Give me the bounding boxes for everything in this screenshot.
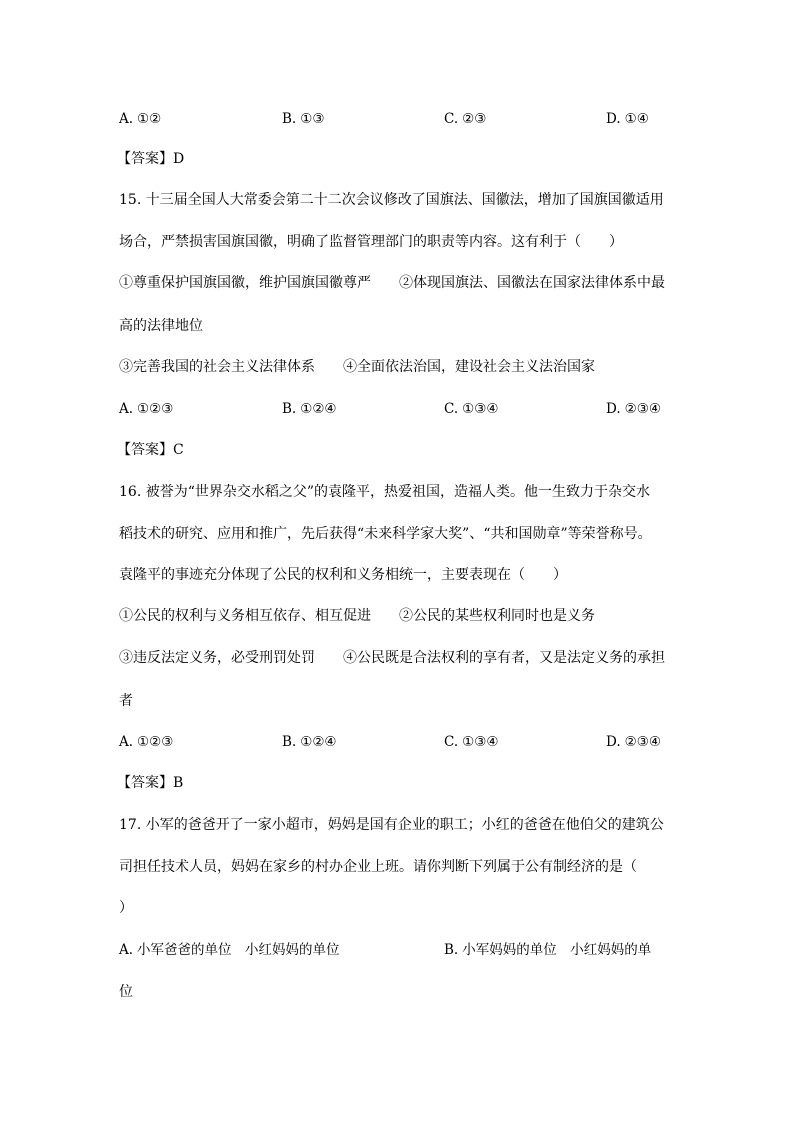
- q17-line-1: 17. 小军的爸爸开了一家小超市，妈妈是国有企业的职工；小红的爸爸在他伯父的建筑公: [119, 817, 664, 833]
- q15-line-1: 15. 十三届全国人大常委会第二十二次会议修改了国旗法、国徽法，增加了国旗国徽适用: [119, 192, 664, 208]
- option-letter: B.: [282, 401, 297, 417]
- q17-option-b: [444, 941, 651, 959]
- option-letter: D.: [606, 111, 621, 127]
- option-text: ①②④: [300, 734, 337, 750]
- q15-line-2: 场合，严禁损害国旗国徽，明确了监督管理部门的职责等内容。这有利于（ ）: [119, 234, 623, 250]
- q17-line-2: 司担任技术人员，妈妈在家乡的村办企业上班。请你判断下列属于公有制经济的是（: [119, 859, 637, 875]
- option-letter: C.: [444, 734, 459, 750]
- q16-answer: 【答案】B: [117, 775, 184, 791]
- option-letter: C.: [444, 401, 459, 417]
- option-text: ①③④: [462, 401, 499, 417]
- option-letter: D.: [606, 401, 621, 417]
- option-letter: B.: [282, 734, 297, 750]
- q14-answer: 【答案】D: [117, 151, 185, 167]
- q15-answer: 【答案】C: [117, 442, 184, 458]
- option-letter: A.: [119, 942, 134, 958]
- q14-option-a: [119, 110, 161, 128]
- q14-option-b: [282, 110, 324, 128]
- option-letter: D.: [606, 734, 621, 750]
- q17-option-wrap: 位: [119, 984, 133, 1000]
- q15-option-d: [606, 400, 661, 418]
- q15-line-4: 高的法律地位: [119, 318, 203, 334]
- option-text: ①④: [624, 111, 649, 127]
- option-text: ②③: [462, 111, 487, 127]
- option-letter: A.: [119, 734, 134, 750]
- option-text: ①②: [137, 111, 162, 127]
- option-text: ①②③: [137, 401, 174, 417]
- option-letter: B.: [282, 111, 297, 127]
- option-text: 小军妈妈的单位 小红妈妈的单: [462, 942, 652, 958]
- option-text: ①③④: [462, 734, 499, 750]
- option-letter: C.: [444, 111, 459, 127]
- option-text: ①②④: [300, 401, 337, 417]
- option-text: ②③④: [624, 734, 661, 750]
- q17-option-a: [119, 941, 340, 959]
- option-letter: B.: [444, 942, 459, 958]
- q16-line-3: 袁隆平的事迹充分体现了公民的权利和义务相统一，主要表现在（ ）: [119, 567, 567, 583]
- q15-option-b: [282, 400, 337, 418]
- q14-option-d: [606, 110, 649, 128]
- q16-line-2: 稻技术的研究、应用和推广，先后获得“未来科学家大奖”、“共和国勋章”等荣誉称号。: [119, 526, 652, 542]
- q16-option-c: [444, 733, 498, 751]
- option-text: ②③④: [624, 401, 661, 417]
- q15-option-c: [444, 400, 498, 418]
- q16-option-b: [282, 733, 337, 751]
- q16-line-1: 16. 被誉为“世界杂交水稻之父”的袁隆平，热爱祖国，造福人类。他一生致力于杂交水: [119, 484, 651, 500]
- q15-option-a: [119, 400, 173, 418]
- option-text: ①③: [300, 111, 325, 127]
- option-letter: A.: [119, 111, 134, 127]
- q16-line-5: ③违反法定义务，必受刑罚处罚 ④公民既是合法权利的享有者，又是法定义务的承担: [119, 650, 665, 666]
- q16-line-6: 者: [119, 693, 133, 709]
- option-letter: A.: [119, 401, 134, 417]
- q15-line-3: ①尊重保护国旗国徽，维护国旗国徽尊严 ②体现国旗法、国徽法在国家法律体系中最: [119, 275, 665, 291]
- option-text: 小军爸爸的单位 小红妈妈的单位: [137, 942, 340, 958]
- q15-line-5: ③完善我国的社会主义法律体系 ④全面依法治国，建设社会主义法治国家: [119, 359, 595, 375]
- q16-option-d: [606, 733, 661, 751]
- q16-option-a: [119, 733, 173, 751]
- q16-line-4: ①公民的权利与义务相互依存、相互促进 ②公民的某些权利同时也是义务: [119, 608, 595, 624]
- q14-option-c: [444, 110, 486, 128]
- q17-line-3: ）: [119, 900, 133, 916]
- option-text: ①②③: [137, 734, 174, 750]
